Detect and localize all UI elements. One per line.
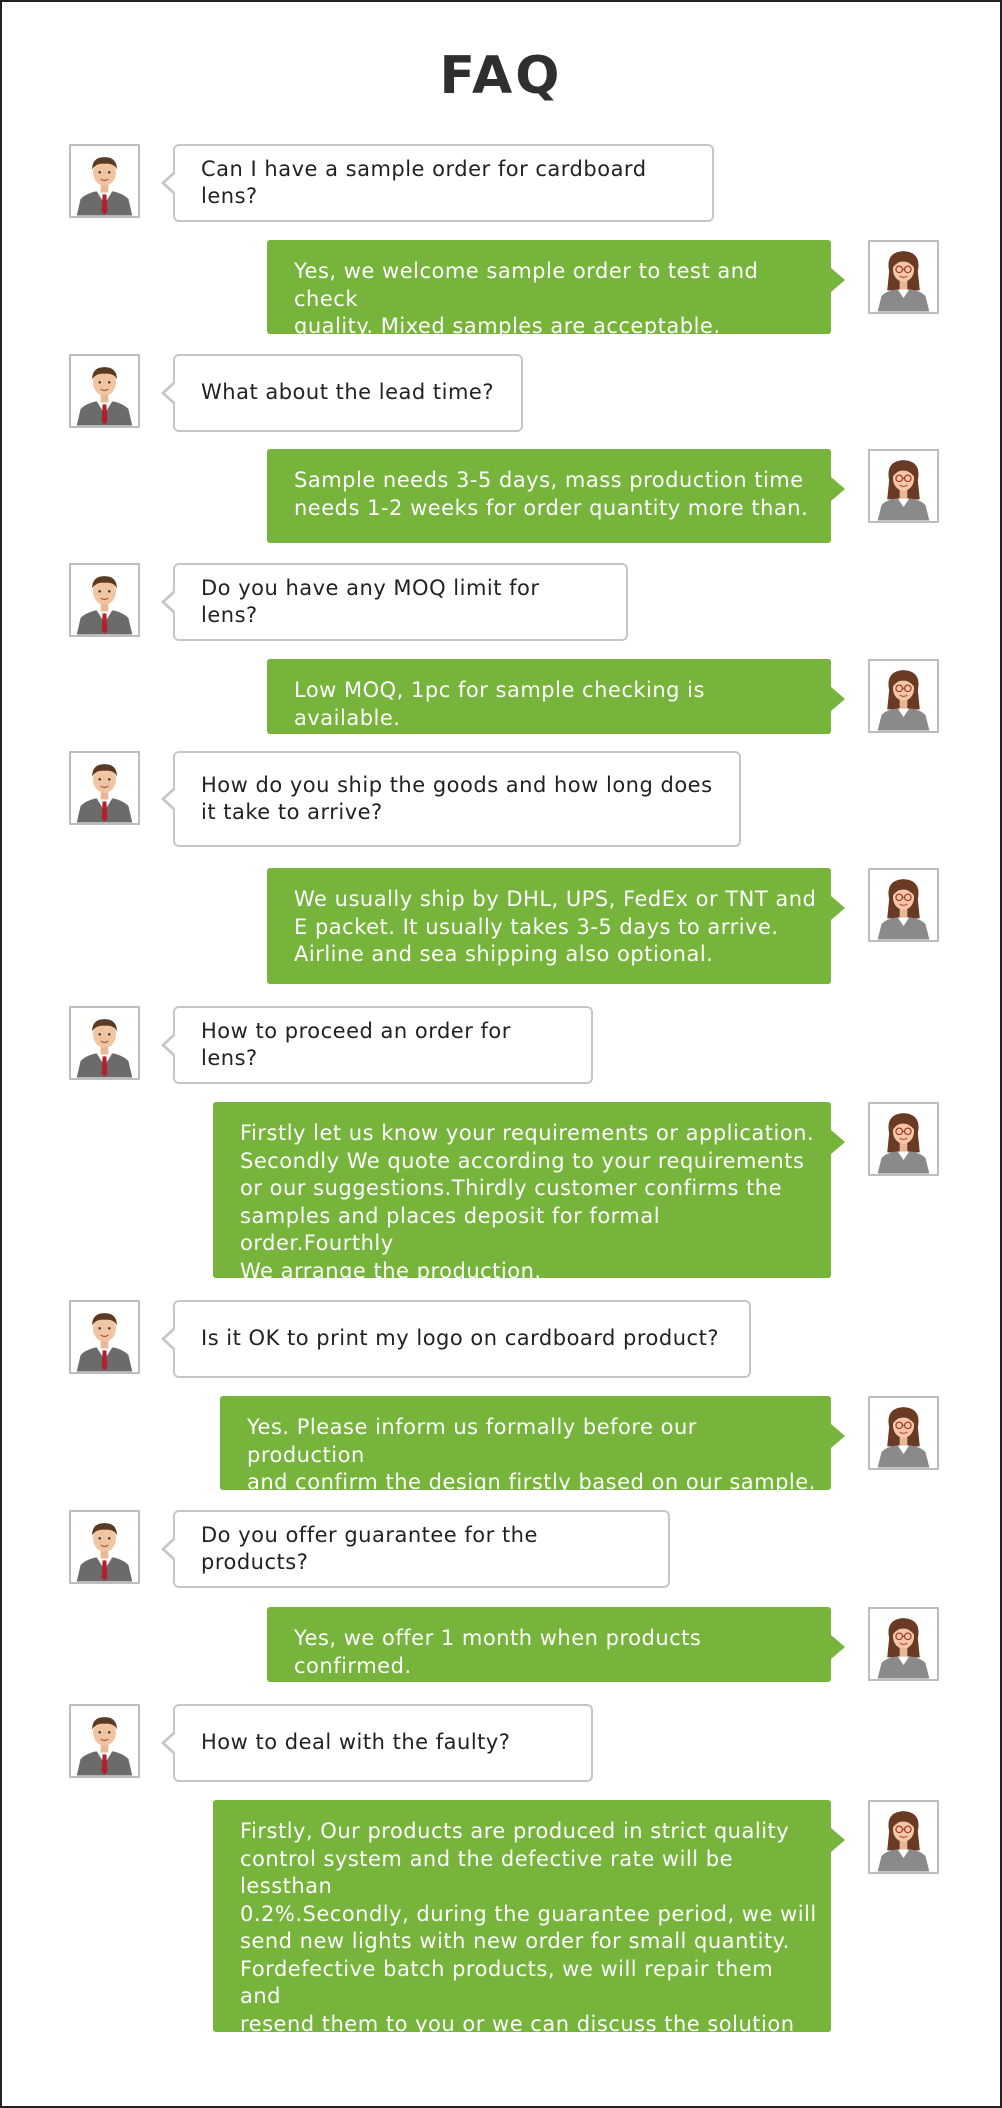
question-text: Do you have any MOQ limit for lens? [201, 575, 540, 627]
answer-bubble [267, 659, 831, 734]
question-bubble [173, 354, 523, 432]
female-avatar-icon [870, 1104, 937, 1174]
answer-text: Yes. Please inform us formally before our production and confirm the design firstly based on our sample. [247, 1415, 816, 1494]
question-text: How to deal with the faulty? [201, 1730, 511, 1755]
female-avatar-icon [870, 242, 937, 312]
male-avatar-icon [71, 146, 138, 216]
question-text: Do you offer guarantee for the products? [201, 1522, 538, 1574]
customer-avatar [69, 1704, 140, 1778]
customer-avatar [69, 144, 140, 218]
customer-avatar [69, 354, 140, 428]
question-bubble [173, 1300, 751, 1378]
customer-avatar [69, 1006, 140, 1080]
male-avatar-icon [71, 1512, 138, 1582]
answer-bubble [220, 1396, 831, 1494]
question-text: Can I have a sample order for cardboard lens? [201, 156, 647, 208]
female-avatar-icon [870, 451, 937, 521]
male-avatar-icon [71, 356, 138, 426]
male-avatar-icon [71, 1008, 138, 1078]
male-avatar-icon [71, 753, 138, 823]
question-bubble [173, 751, 741, 847]
answer-text: Yes, we offer 1 month when products confirmed. [294, 1626, 702, 1678]
answer-bubble [267, 868, 831, 984]
answer-bubble [213, 1800, 831, 2063]
answer-text: Firstly let us know your requirements or application. Secondly We quote according to your requirements or our suggestions.Thirdly customer confirms the samples and places deposit for formal order.Fourthly We arrange the production. [240, 1121, 815, 1283]
support-avatar [868, 1607, 939, 1681]
question-text: How to proceed an order for lens? [201, 1018, 511, 1070]
answer-text: Sample needs 3-5 days, mass production time needs 1-2 weeks for order quantity more than. [294, 468, 809, 520]
answer-text: Firstly, Our products are produced in strict quality control system and the defective rate will be lessthan 0.2%.Secondly, during the guarantee period, we will send new lights with new order for small quantity. Fordefective batch products, we will repair them and resend them to you or we can discuss the solution including re-call according to real situation. [240, 1819, 817, 2063]
customer-avatar [69, 1300, 140, 1374]
customer-avatar [69, 1510, 140, 1584]
female-avatar-icon [870, 870, 937, 940]
support-avatar [868, 240, 939, 314]
support-avatar [868, 449, 939, 523]
male-avatar-icon [71, 565, 138, 635]
question-text: How do you ship the goods and how long does it take to arrive? [201, 772, 713, 824]
answer-text: We usually ship by DHL, UPS, FedEx or TNT and E packet. It usually takes 3-5 days to arrive. Airline and sea shipping also optional. [294, 887, 817, 966]
answer-text: Low MOQ, 1pc for sample checking is available. [294, 678, 705, 730]
support-avatar [868, 868, 939, 942]
support-avatar [868, 659, 939, 733]
female-avatar-icon [870, 661, 937, 731]
customer-avatar [69, 563, 140, 637]
female-avatar-icon [870, 1802, 937, 1872]
answer-text: Yes, we welcome sample order to test and check quality. Mixed samples are acceptable. [294, 259, 759, 338]
female-avatar-icon [870, 1398, 937, 1468]
male-avatar-icon [71, 1706, 138, 1776]
question-text: Is it OK to print my logo on cardboard product? [201, 1326, 719, 1351]
customer-avatar [69, 751, 140, 825]
support-avatar [868, 1800, 939, 1874]
support-avatar [868, 1396, 939, 1470]
question-bubble [173, 1510, 670, 1588]
female-avatar-icon [870, 1609, 937, 1679]
answer-bubble [267, 449, 831, 543]
page-title: FAQ [439, 46, 563, 106]
question-text: What about the lead time? [201, 380, 494, 405]
question-bubble [173, 563, 628, 641]
question-bubble [173, 1704, 593, 1782]
answer-bubble [267, 240, 831, 338]
question-bubble [173, 1006, 593, 1084]
male-avatar-icon [71, 1302, 138, 1372]
answer-bubble [267, 1607, 831, 1682]
support-avatar [868, 1102, 939, 1176]
answer-bubble [213, 1102, 831, 1283]
question-bubble [173, 144, 714, 222]
